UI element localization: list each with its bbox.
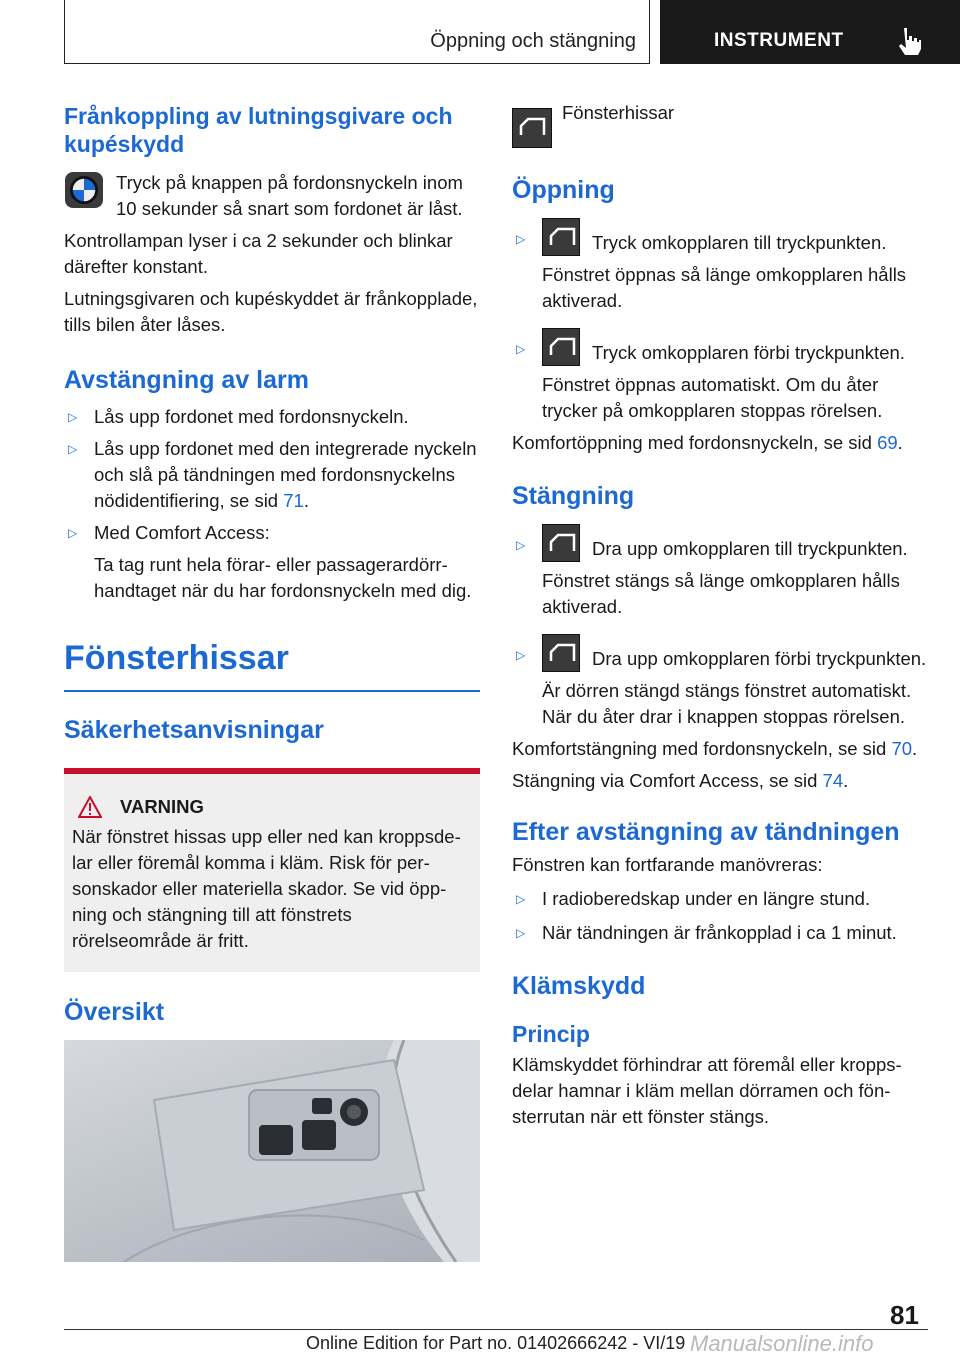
window-switch-icon [542, 634, 580, 672]
bullet-triangle-icon: ▷ [516, 538, 526, 552]
window-switch-caption: Fönsterhissar [562, 102, 675, 123]
section-title: Öppning och stängning [430, 30, 636, 52]
heading-opening: Öppning [512, 176, 615, 204]
left-column [64, 100, 480, 1262]
key-instruction-text: Tryck på knappen på fordonsnyckeln inom 10 sekunder så snart som fordonet är låst. [116, 172, 463, 219]
chapter-tab-label: INSTRUMENT [714, 30, 844, 51]
list-item: ▷ När tändningen är frånkopplad i ca 1 minut. [512, 920, 928, 946]
bullet-triangle-icon: ▷ [516, 232, 526, 246]
heading-after-ignition: Efter avstängning av tändningen [512, 818, 900, 846]
bullet-triangle-icon: ▷ [516, 926, 526, 940]
list-item: ▷ I radioberedskap under en längre stund. [512, 886, 928, 912]
hand-pointer-icon [896, 26, 922, 56]
heading-safety: Säkerhetsanvisningar [64, 716, 324, 744]
bullet-triangle-icon: ▷ [516, 342, 526, 356]
window-switch-icon [542, 328, 580, 366]
heading-disable-sensors: Frånkoppling av lutningsgivare och kupéskydd [64, 103, 453, 157]
window-switch-icon [542, 524, 580, 562]
page-number: 81 [890, 1300, 919, 1330]
heading-rule [64, 690, 480, 692]
bullet-triangle-icon: ▷ [516, 892, 526, 906]
list-item: ▷ Dra upp omkopplaren till tryckpunkten. Fönstret stängs så länge omkopplaren hålls aktiverad. [512, 524, 928, 620]
warning-box [64, 768, 480, 972]
bullet-triangle-icon: ▷ [68, 442, 78, 456]
warning-text: När fönstret hissas upp eller ned kan kroppsdelar eller föremål komma i kläm. Risk för personskador eller materiella skador. Se vid öppning och stängning till att fönstrets rörelseområde är fritt. [72, 826, 461, 951]
window-switch-legend [512, 100, 928, 148]
list-item: ▷ Tryck omkopplaren förbi tryckpunkten. Fönstret öppnas automatiskt. Om du åter trycker på omkopplaren stoppas rörelsen. [512, 328, 928, 424]
paragraph-comfort-access: Stängning via Comfort Access, se sid 74. [512, 770, 849, 791]
page-link[interactable]: 69 [877, 432, 898, 453]
bullet-triangle-icon: ▷ [68, 410, 78, 424]
page-link[interactable]: 70 [891, 738, 913, 759]
window-switch-icon [542, 218, 580, 256]
bmw-key-icon [64, 170, 116, 222]
door-panel-photo [64, 1040, 480, 1262]
chapter-tab[interactable] [660, 0, 960, 64]
chapter-heading: Fönsterhissar [64, 639, 289, 677]
list-item: ▷ Med Comfort Access: Ta tag runt hela förar- eller passagerardörrhandtaget när du har fordonsnyckeln med dig. [64, 520, 480, 604]
footer-edition: Online Edition for Part no. 01402666242 - VI/19 [306, 1333, 686, 1353]
heading-pinch-protection: Klämskydd [512, 972, 646, 1000]
paragraph-sensors-off: Lutningsgivaren och kupéskyddet är frånkopplade, tills bilen åter låses. [64, 288, 478, 335]
list-item: ▷ Lås upp fordonet med den integrerade nyckeln och slå på tändningen med fordonsnyckelns nödidentifiering, se sid 71. [64, 436, 480, 514]
warning-triangle-icon [78, 796, 102, 818]
bullet-triangle-icon: ▷ [68, 526, 78, 540]
list-item: ▷ Dra upp omkopplaren förbi tryckpunkten. Är dörren stängd stängs fönstret automatiskt. När du åter drar i knappen stoppas rörelsen. [512, 634, 928, 730]
paragraph-indicator-lamp: Kontrollampan lyser i ca 2 sekunder och blinkar därefter konstant. [64, 230, 453, 277]
paragraph-comfort-close: Komfortstängning med fordonsnyckeln, se sid 70. [512, 738, 918, 759]
watermark: Manualsonline.info [690, 1331, 874, 1356]
footer-rule [64, 1329, 928, 1330]
heading-overview: Översikt [64, 998, 165, 1026]
window-switch-icon [512, 108, 552, 148]
warning-title: VARNING [120, 796, 204, 817]
remote-key-instruction [64, 170, 480, 222]
list-item: ▷ Tryck omkopplaren till tryckpunkten. Fönstret öppnas så länge omkopplaren hålls aktiverad. [512, 218, 928, 314]
bullet-triangle-icon: ▷ [516, 648, 526, 662]
paragraph-comfort-open: Komfortöppning med fordonsnyckeln, se sid 69. [512, 432, 903, 453]
paragraph-after-intro: Fönstren kan fortfarande manövreras: [512, 854, 823, 875]
heading-alarm-off: Avstängning av larm [64, 366, 309, 394]
paragraph-principle: Klämskyddet förhindrar att föremål eller kroppsdelar hamnar i kläm mellan dörramen och fönsterrutan när ett fönster stängs. [512, 1054, 902, 1127]
page-link[interactable]: 71 [283, 490, 304, 511]
page-link[interactable]: 74 [822, 770, 844, 791]
heading-principle: Princip [512, 1021, 590, 1047]
list-item: ▷ Lås upp fordonet med fordonsnyckeln. [64, 404, 480, 430]
heading-closing: Stängning [512, 482, 635, 510]
right-column [512, 100, 928, 1130]
